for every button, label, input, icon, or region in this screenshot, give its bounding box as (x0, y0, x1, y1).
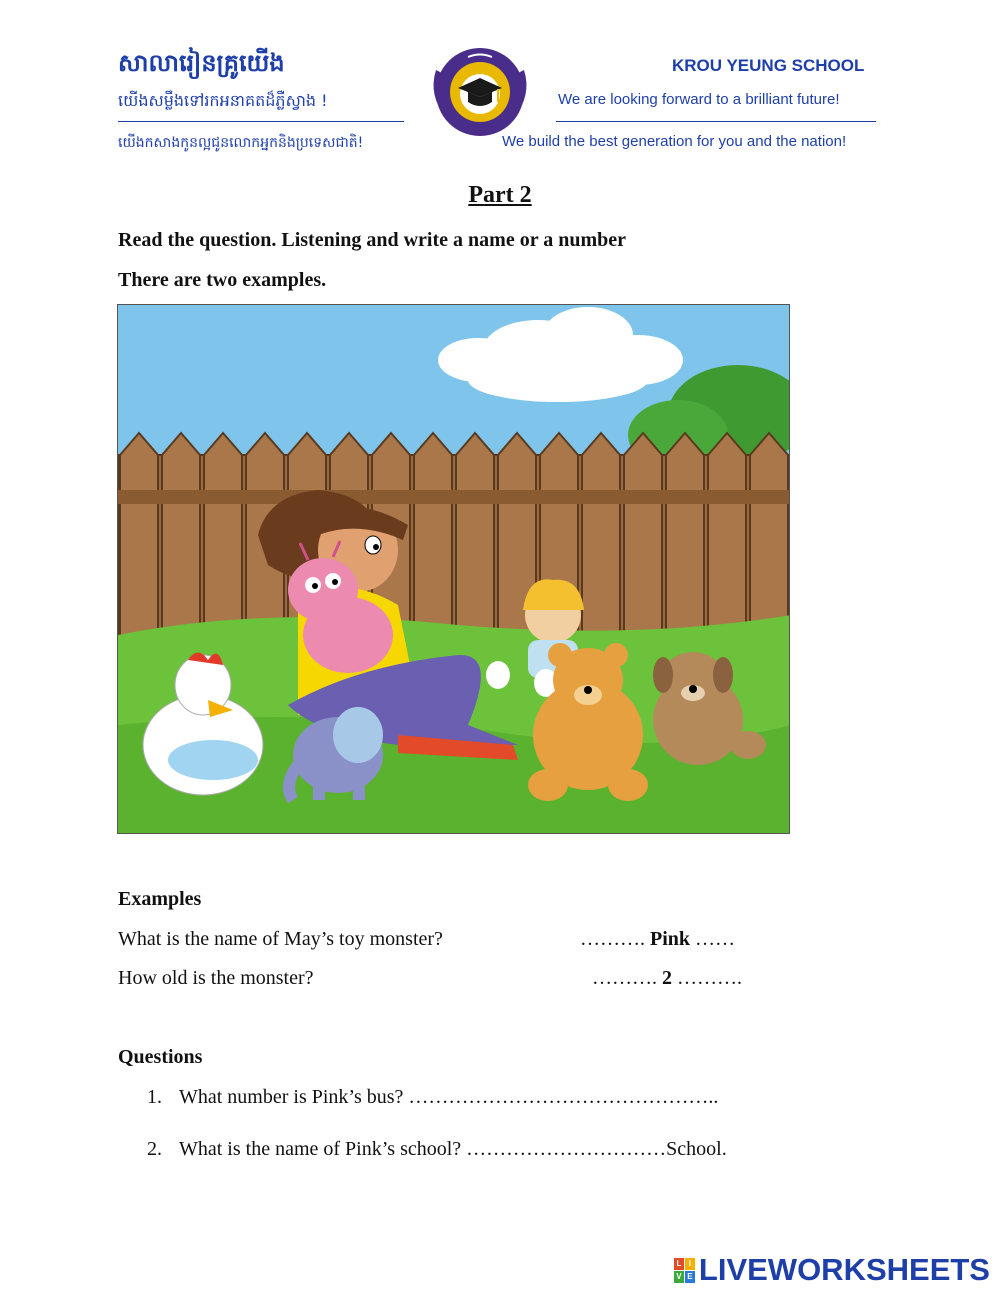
example-answer-value: Pink (650, 928, 691, 950)
header-divider-left (118, 121, 404, 122)
school-motto: We are looking forward to a brilliant future! (558, 91, 840, 108)
question-number: 1. (147, 1086, 162, 1108)
example-answer-value: 2 (662, 967, 672, 989)
header-divider-right (556, 121, 876, 122)
question-2 (147, 1138, 727, 1161)
badge-letter: E (685, 1271, 695, 1283)
questions-heading: Questions (118, 1046, 203, 1068)
question-text[interactable]: What is the name of Pink’s school? …………………………School. (179, 1138, 727, 1160)
badge-letter: V (674, 1271, 684, 1283)
school-name-khmer: សាលារៀនគ្រូយើង (118, 49, 285, 77)
instruction-text: Read the question. Listening and write a name or a number (118, 229, 626, 251)
example-dots-before: ………. (580, 928, 645, 950)
examples-note: There are two examples. (118, 269, 327, 291)
garden-illustration (117, 304, 790, 834)
badge-letter: I (685, 1258, 695, 1270)
question-number: 2. (147, 1138, 162, 1160)
school-logo (428, 40, 532, 140)
question-1 (147, 1086, 718, 1109)
example-question-2: How old is the monster? (118, 967, 314, 989)
example-dots-before: ………. (592, 967, 657, 989)
school-slogan-khmer: យើងកសាងកូនល្អជូនលោកអ្នកនិងប្រទេសជាតិ! (118, 135, 364, 151)
example-dots-after: …… (695, 928, 736, 950)
badge-letter: L (674, 1258, 684, 1270)
example-answer-1 (580, 928, 735, 951)
example-dots-after: ………. (677, 967, 742, 989)
question-text[interactable]: What number is Pink’s bus? ……………………………………….. (179, 1086, 719, 1108)
example-answer-2 (592, 967, 742, 990)
school-motto-khmer: យើងសម្លឹងទៅរកអនាគតដ៏ភ្លឺស្វាង ! (118, 91, 328, 110)
fence-rail (118, 490, 790, 504)
liveworksheets-text: LIVEWORKSHEETS (698, 1252, 990, 1287)
example-question-1: What is the name of May’s toy monster? (118, 928, 443, 950)
school-slogan: We build the best generation for you and the nation! (502, 133, 847, 150)
part-title: Part 2 (468, 182, 532, 208)
liveworksheets-badge-icon (674, 1258, 695, 1283)
examples-heading: Examples (118, 888, 202, 910)
liveworksheets-logo[interactable] (674, 1252, 990, 1288)
school-name: KROU YEUNG SCHOOL (672, 56, 865, 75)
